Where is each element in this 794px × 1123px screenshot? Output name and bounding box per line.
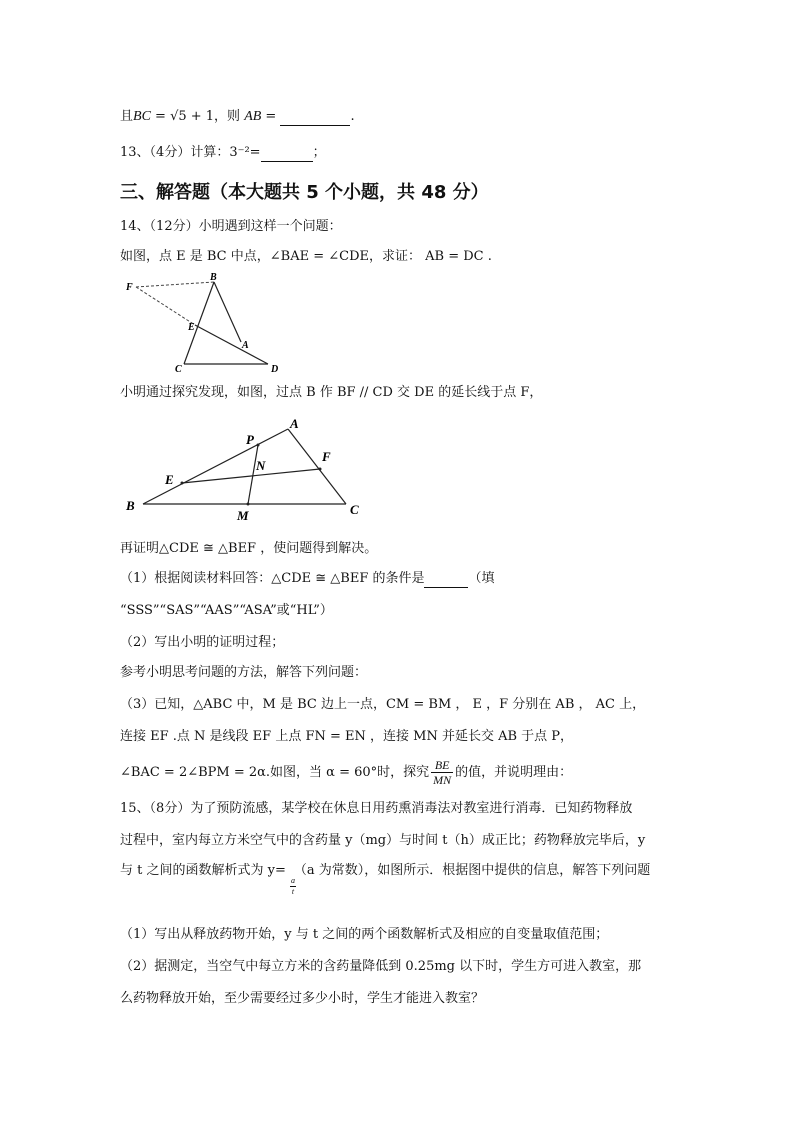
label-f: F <box>322 449 331 464</box>
line-fe-dashed <box>136 287 195 325</box>
q14-discover: 小明通过探究发现，如图，过点 B 作 BF // CD 交 DE 的延长线于点 F， <box>120 385 543 400</box>
q15-line-c <box>120 862 650 880</box>
line-ba <box>143 429 288 504</box>
line-ba <box>214 282 241 342</box>
line-fb-dashed <box>136 282 214 287</box>
q14-prove: 再证明△CDE ≅ △BEF ，使问题得到解决。 <box>120 541 378 556</box>
answer-line-ab <box>120 108 355 126</box>
q14-sub3-c <box>120 756 572 790</box>
label-d: D <box>271 364 279 375</box>
label-a: A <box>290 416 299 431</box>
label-ab: AB <box>244 109 262 124</box>
fraction-numerator: BE <box>431 758 453 773</box>
q13-end: ； <box>312 145 326 160</box>
point-f <box>319 468 322 471</box>
q13-answer-blank[interactable] <box>261 147 313 162</box>
q14-sub3-a: （3）已知，△ABC 中，M 是 BC 边上一点，CM = BM ， E ，F 分别在 AB ， AC 上， <box>120 697 646 712</box>
tiny-denominator: t <box>291 887 295 896</box>
label-b: B <box>126 498 135 513</box>
figure-2-triangle <box>118 412 378 527</box>
label-b: B <box>210 272 217 283</box>
q15-line-c-text: 与 t 之间的函数解析式为 y= <box>120 863 286 878</box>
line-ef <box>182 469 320 483</box>
q14-sub2: （2）写出小明的证明过程； <box>120 635 285 650</box>
q14-problem: 如图，点 E 是 BC 中点，∠BAE = ∠CDE，求证： AB = DC . <box>120 249 492 264</box>
q14-sub1-end: （填 <box>468 571 495 586</box>
figure-1-triangle <box>118 272 298 377</box>
text-end: . <box>350 109 355 124</box>
label-c: C <box>350 502 359 517</box>
question-13 <box>120 144 326 162</box>
label-a: A <box>242 340 249 351</box>
q15-line-c-end: （a 为常数），如图所示．根据图中提供的信息，解答下列问题 <box>293 863 651 878</box>
line-ac <box>288 429 346 504</box>
fraction-be-mn <box>431 758 453 787</box>
q15-line-a: 15、（8分）为了预防流感，某学校在休息日用药熏消毒法对教室进行消毒．已知药物释放 <box>120 801 633 816</box>
label-e: E <box>165 472 174 487</box>
q15-sub1: （1）写出从释放药物开始，y 与 t 之间的两个函数解析式及相应的自变量取值范围； <box>120 927 609 942</box>
label-bc: BC <box>133 109 151 124</box>
q14-sub1 <box>120 570 495 588</box>
point-e <box>181 482 184 485</box>
label-f: F <box>126 282 133 293</box>
q14-sub1-blank[interactable] <box>424 573 468 588</box>
text-eq: = √5 + 1，则 <box>150 109 245 124</box>
tiny-numerator: a <box>291 876 295 885</box>
text-eq2: = <box>261 109 281 124</box>
answer-blank[interactable] <box>280 111 350 126</box>
q15-line-b: 过程中，室内每立方米空气中的含药量 y（mg）与时间 t（h）成正比；药物释放完毕后，y <box>120 833 646 848</box>
q15-sub2-b: 么药物释放开始，至少需要经过多少小时，学生才能进入教室？ <box>120 991 485 1006</box>
fraction-a-over-t <box>290 876 296 897</box>
fraction-denominator: MN <box>433 773 452 787</box>
q14-sub3-c-end: 的值，并说明理由： <box>455 765 573 780</box>
q14-sub1-text: （1）根据阅读材料回答：△CDE ≅ △BEF 的条件是 <box>120 571 425 586</box>
q14-reference: 参考小明思考问题的方法，解答下列问题： <box>120 665 368 680</box>
q14-sub3-c-text: ∠BAC = 2∠BPM = 2α.如图，当 α = 60°时，探究 <box>120 765 430 780</box>
label-n: N <box>256 458 266 473</box>
line-ed <box>195 325 268 364</box>
point-m <box>247 503 250 506</box>
q14-sub3-b: 连接 EF .点 N 是线段 EF 上点 FN = EN ，连接 MN 并延长交 AB 于点 P， <box>120 729 574 744</box>
label-m: M <box>237 508 249 523</box>
q14-intro: 14、（12分）小明遇到这样一个问题： <box>120 219 342 234</box>
point-p <box>257 444 260 447</box>
section-title: 三、解答题（本大题共 5 个小题，共 48 分） <box>120 182 489 203</box>
line-pm <box>248 445 258 504</box>
q15-sub2-a: （2）据测定，当空气中每立方米的含药量降低到 0.25mg 以下时，学生方可进入教室，那 <box>120 959 642 974</box>
label-p: P <box>246 432 254 447</box>
q14-sub1-options: “SSS”“SAS”“AAS”“ASA”或“HL”） <box>120 603 333 618</box>
label-e: E <box>188 322 195 333</box>
label-c: C <box>175 364 182 375</box>
q13-text: 13、（4分）计算：3⁻²= <box>120 145 261 160</box>
text-prefix: 且 <box>120 109 134 124</box>
